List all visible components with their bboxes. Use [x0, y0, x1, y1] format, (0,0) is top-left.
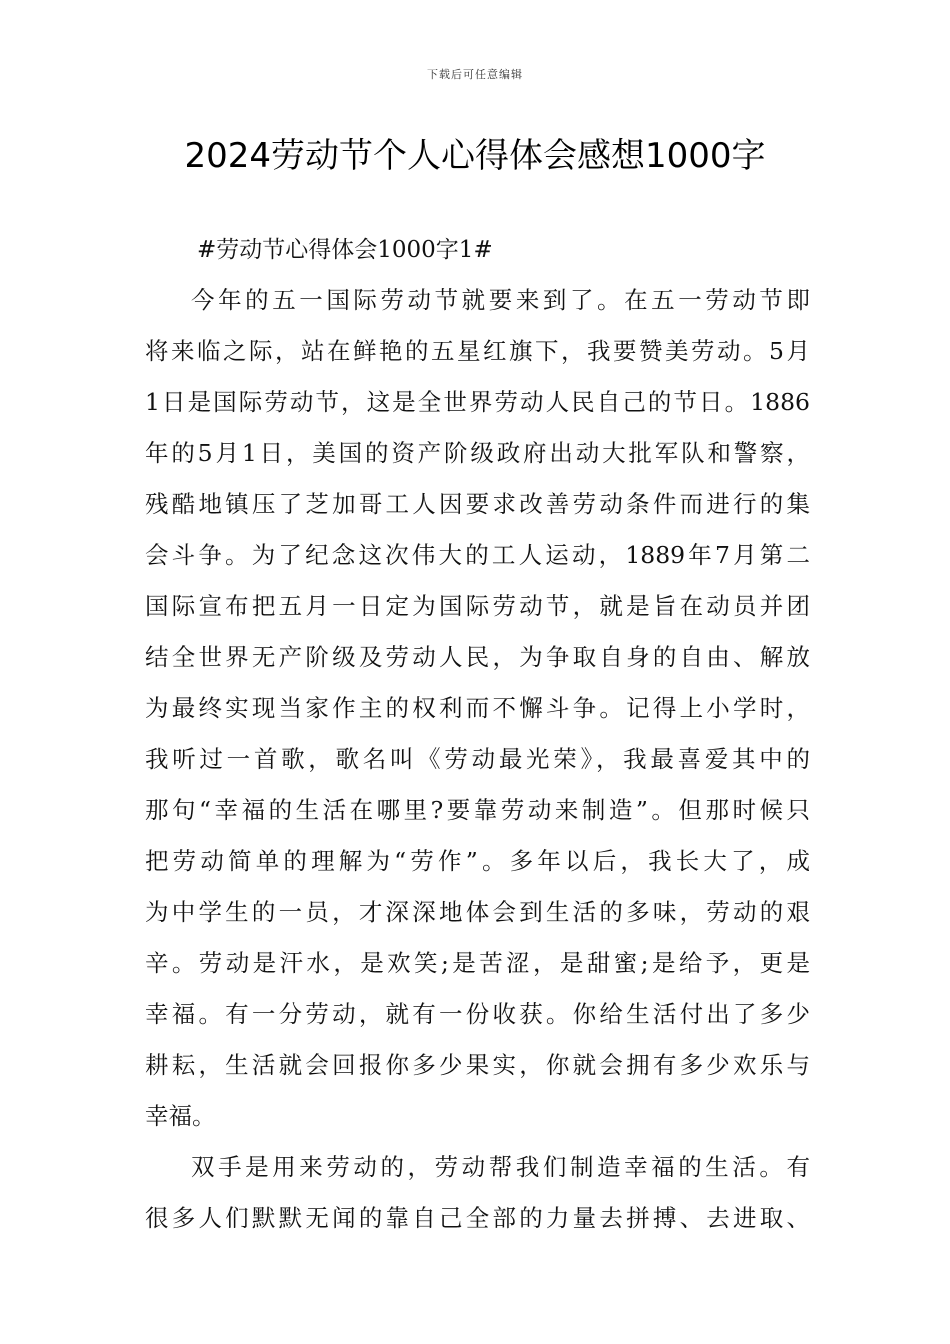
document-title: 2024劳动节个人心得体会感想1000字 — [184, 136, 766, 176]
text-line: 辛。劳动是汗水，是欢笑;是苦涩，是甜蜜;是给予，更是 — [145, 949, 810, 977]
text-line: 残酷地镇压了芝加哥工人因要求改善劳动条件而进行的集 — [145, 490, 810, 518]
text-line: 为最终实现当家作主的权利而不懈斗争。记得上小学时， — [145, 694, 810, 722]
paragraph-1 — [145, 275, 810, 1142]
header-note: 下载后可任意编辑 — [427, 68, 523, 81]
document-body — [145, 225, 810, 1244]
text-line: 1日是国际劳动节，这是全世界劳动人民自己的节日。1886 — [145, 388, 810, 416]
text-line: 为中学生的一员，才深深地体会到生活的多味，劳动的艰 — [145, 898, 810, 926]
text-line: 今年的五一国际劳动节就要来到了。在五一劳动节即 — [191, 286, 810, 314]
text-line: 幸福。有一分劳动，就有一份收获。你给生活付出了多少 — [145, 1000, 810, 1028]
text-line: 幸福。 — [145, 1102, 216, 1130]
text-line: 会斗争。为了纪念这次伟大的工人运动，1889年7月第二 — [145, 541, 810, 569]
paragraph-2 — [145, 1142, 810, 1244]
text-line: 我听过一首歌，歌名叫《劳动最光荣》，我最喜爱其中的 — [145, 745, 810, 773]
text-line: 年的5月1日，美国的资产阶级政府出动大批军队和警察， — [145, 439, 810, 467]
text-line: 将来临之际，站在鲜艳的五星红旗下，我要赞美劳动。5月 — [145, 337, 810, 365]
text-line: 结全世界无产阶级及劳动人民，为争取自身的自由、解放 — [145, 643, 810, 671]
text-line: 耕耘，生活就会回报你多少果实，你就会拥有多少欢乐与 — [145, 1051, 810, 1079]
text-line: 把劳动简单的理解为“劳作”。多年以后，我长大了，成 — [145, 847, 810, 875]
text-line: 那句“幸福的生活在哪里?要靠劳动来制造”。但那时候只 — [145, 796, 810, 824]
text-line: 国际宣布把五月一日定为国际劳动节，就是旨在动员并团 — [145, 592, 810, 620]
text-line: 双手是用来劳动的，劳动帮我们制造幸福的生活。有 — [191, 1153, 810, 1181]
section-subheading: #劳动节心得体会1000字1# — [197, 237, 493, 263]
text-line: 很多人们默默无闻的靠自己全部的力量去拼搏、去进取、 — [145, 1204, 810, 1232]
